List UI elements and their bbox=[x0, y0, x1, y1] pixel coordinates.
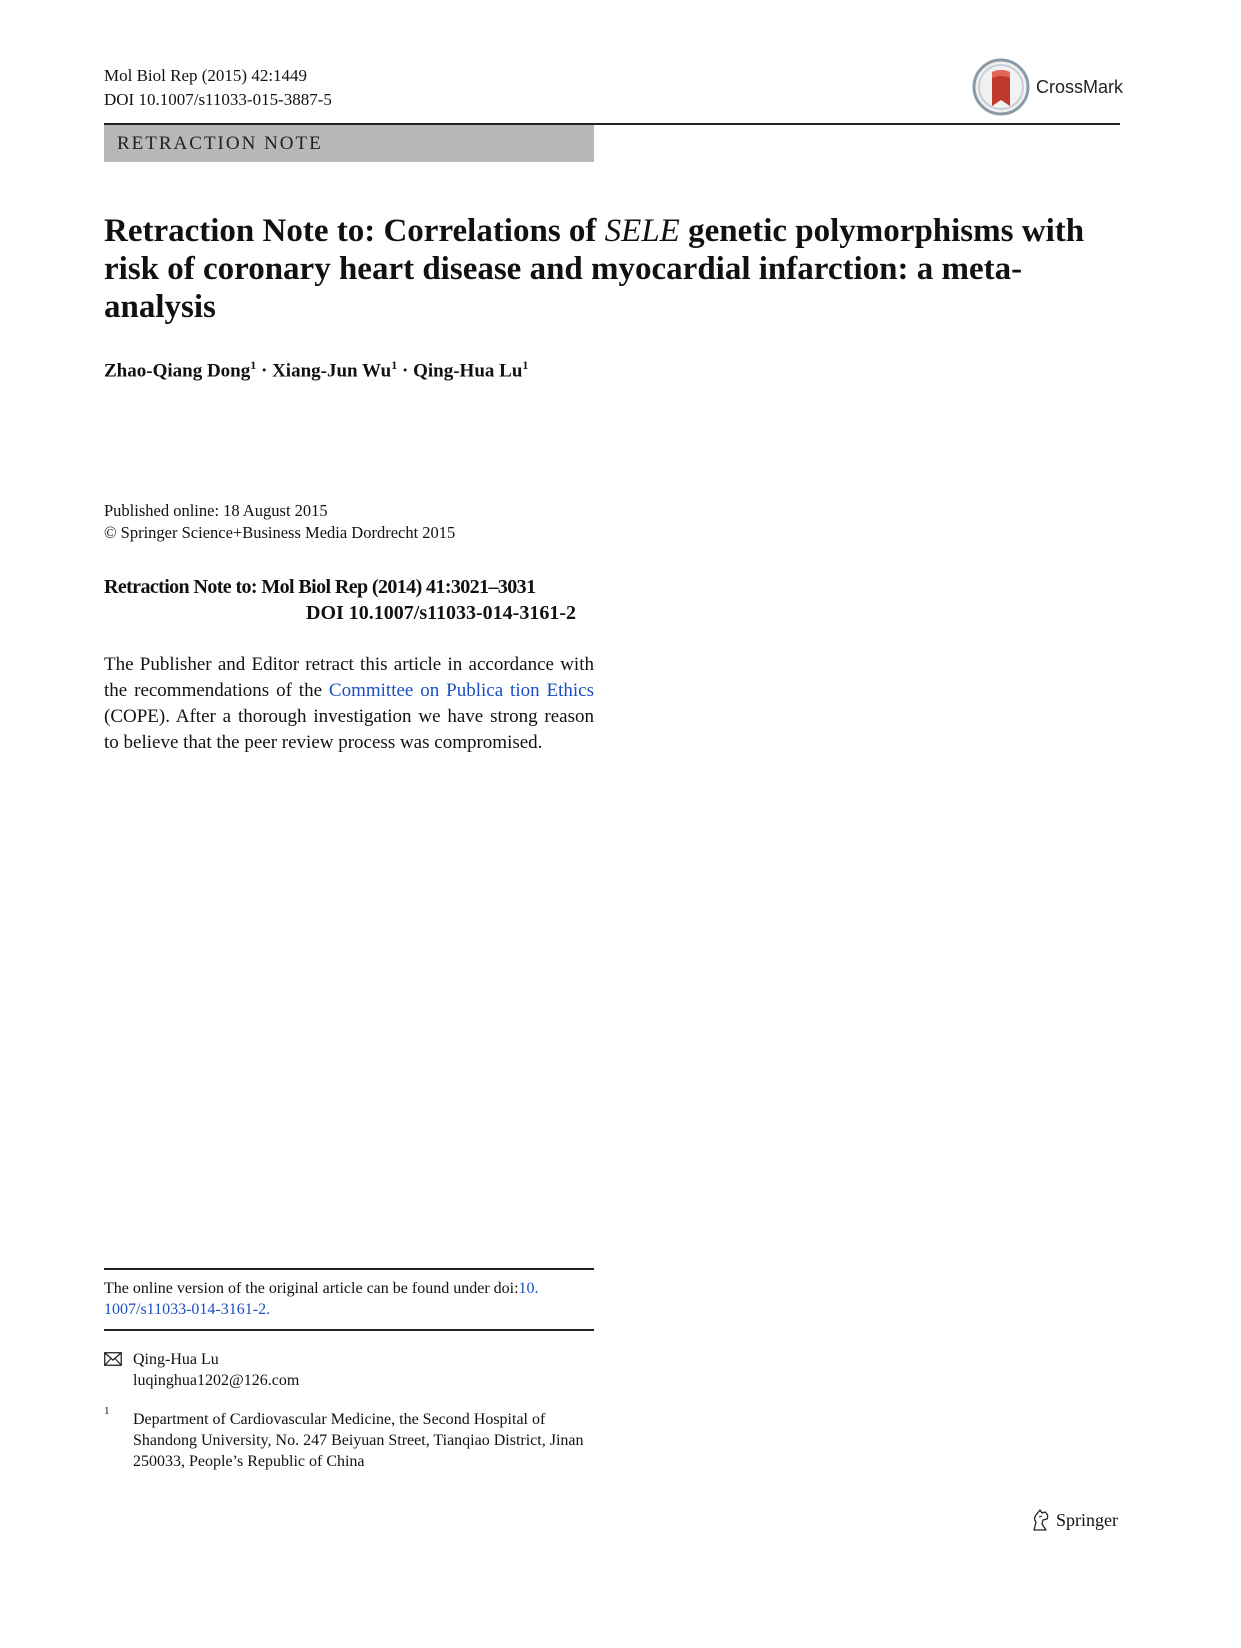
author-affiliation-mark: 1 bbox=[522, 358, 529, 372]
corresponding-author-name: Qing-Hua Lu bbox=[133, 1351, 219, 1368]
title-part1: Retraction Note to: Correlations of bbox=[104, 213, 605, 249]
author-name[interactable]: Xiang-Jun Wu bbox=[272, 360, 392, 382]
published-online-date: Published online: 18 August 2015 bbox=[104, 501, 328, 520]
affiliation-text: Department of Cardiovascular Medicine, the Second Hospital of Shandong University, No. 247 Beiyuan Street, Tianqiao District, Jinan 250033, People’s Republic of China bbox=[133, 1411, 584, 1470]
retraction-reference bbox=[104, 574, 594, 626]
original-article-footnote bbox=[104, 1278, 594, 1320]
footnote-text: The online version of the original article can be found under doi: bbox=[104, 1280, 519, 1297]
article-title bbox=[104, 212, 1114, 326]
author-affiliation-mark: 1 bbox=[391, 358, 398, 372]
crossmark-label: CrossMark bbox=[1036, 76, 1124, 97]
retraction-body bbox=[104, 652, 594, 756]
corresponding-author-email[interactable]: luqinghua1202@126.com bbox=[133, 1372, 300, 1389]
publication-info bbox=[104, 500, 455, 544]
crossmark-badge[interactable] bbox=[972, 58, 1123, 116]
journal-citation: Mol Biol Rep (2015) 42:1449 bbox=[104, 66, 308, 85]
publisher-name: Springer bbox=[1056, 1509, 1118, 1530]
corresponding-author bbox=[133, 1349, 299, 1391]
article-doi: DOI 10.1007/s11033-015-3887-5 bbox=[104, 90, 332, 109]
cope-link[interactable]: Committee on Publica tion Ethics bbox=[328, 680, 594, 701]
title-part2: genetic polymorphisms with risk of coronary heart disease and myocardial infarction: a meta-analysis bbox=[104, 213, 1085, 325]
title-gene-name: SELE bbox=[604, 213, 680, 249]
crossmark-icon bbox=[972, 58, 1030, 116]
section-label: RETRACTION NOTE bbox=[104, 125, 594, 162]
original-article-doi-link[interactable]: 10. 1007/s11033-014-3161-2. bbox=[104, 1280, 539, 1318]
publisher-logo bbox=[1030, 1508, 1118, 1532]
journal-info bbox=[104, 64, 332, 112]
footnote-divider bbox=[104, 1329, 594, 1331]
footnote-divider bbox=[104, 1268, 594, 1270]
envelope-icon bbox=[104, 1352, 122, 1366]
author-name[interactable]: Zhao-Qiang Dong bbox=[104, 360, 251, 382]
author-name[interactable]: Qing-Hua Lu bbox=[413, 360, 523, 382]
retraction-reference-doi: DOI 10.1007/s11033-014-3161-2 bbox=[306, 602, 576, 624]
retraction-reference-citation: Retraction Note to: Mol Biol Rep (2014) 41:3021–3031 bbox=[104, 576, 536, 598]
springer-horse-icon bbox=[1030, 1508, 1052, 1532]
affiliation-number: 1 bbox=[104, 1405, 110, 1417]
author-separator: · bbox=[397, 360, 414, 382]
author-separator: · bbox=[256, 360, 273, 382]
body-text-start: The Publisher and Editor retract this article in accordance with the recommendations of the bbox=[104, 654, 594, 701]
author-affiliation-mark: 1 bbox=[250, 358, 257, 372]
body-text-end: (COPE). After a thorough investigation we have strong reason to believe that the peer review process was compromised. bbox=[104, 706, 594, 753]
author-list bbox=[104, 358, 528, 382]
copyright-notice: © Springer Science+Business Media Dordrecht 2015 bbox=[104, 523, 456, 542]
